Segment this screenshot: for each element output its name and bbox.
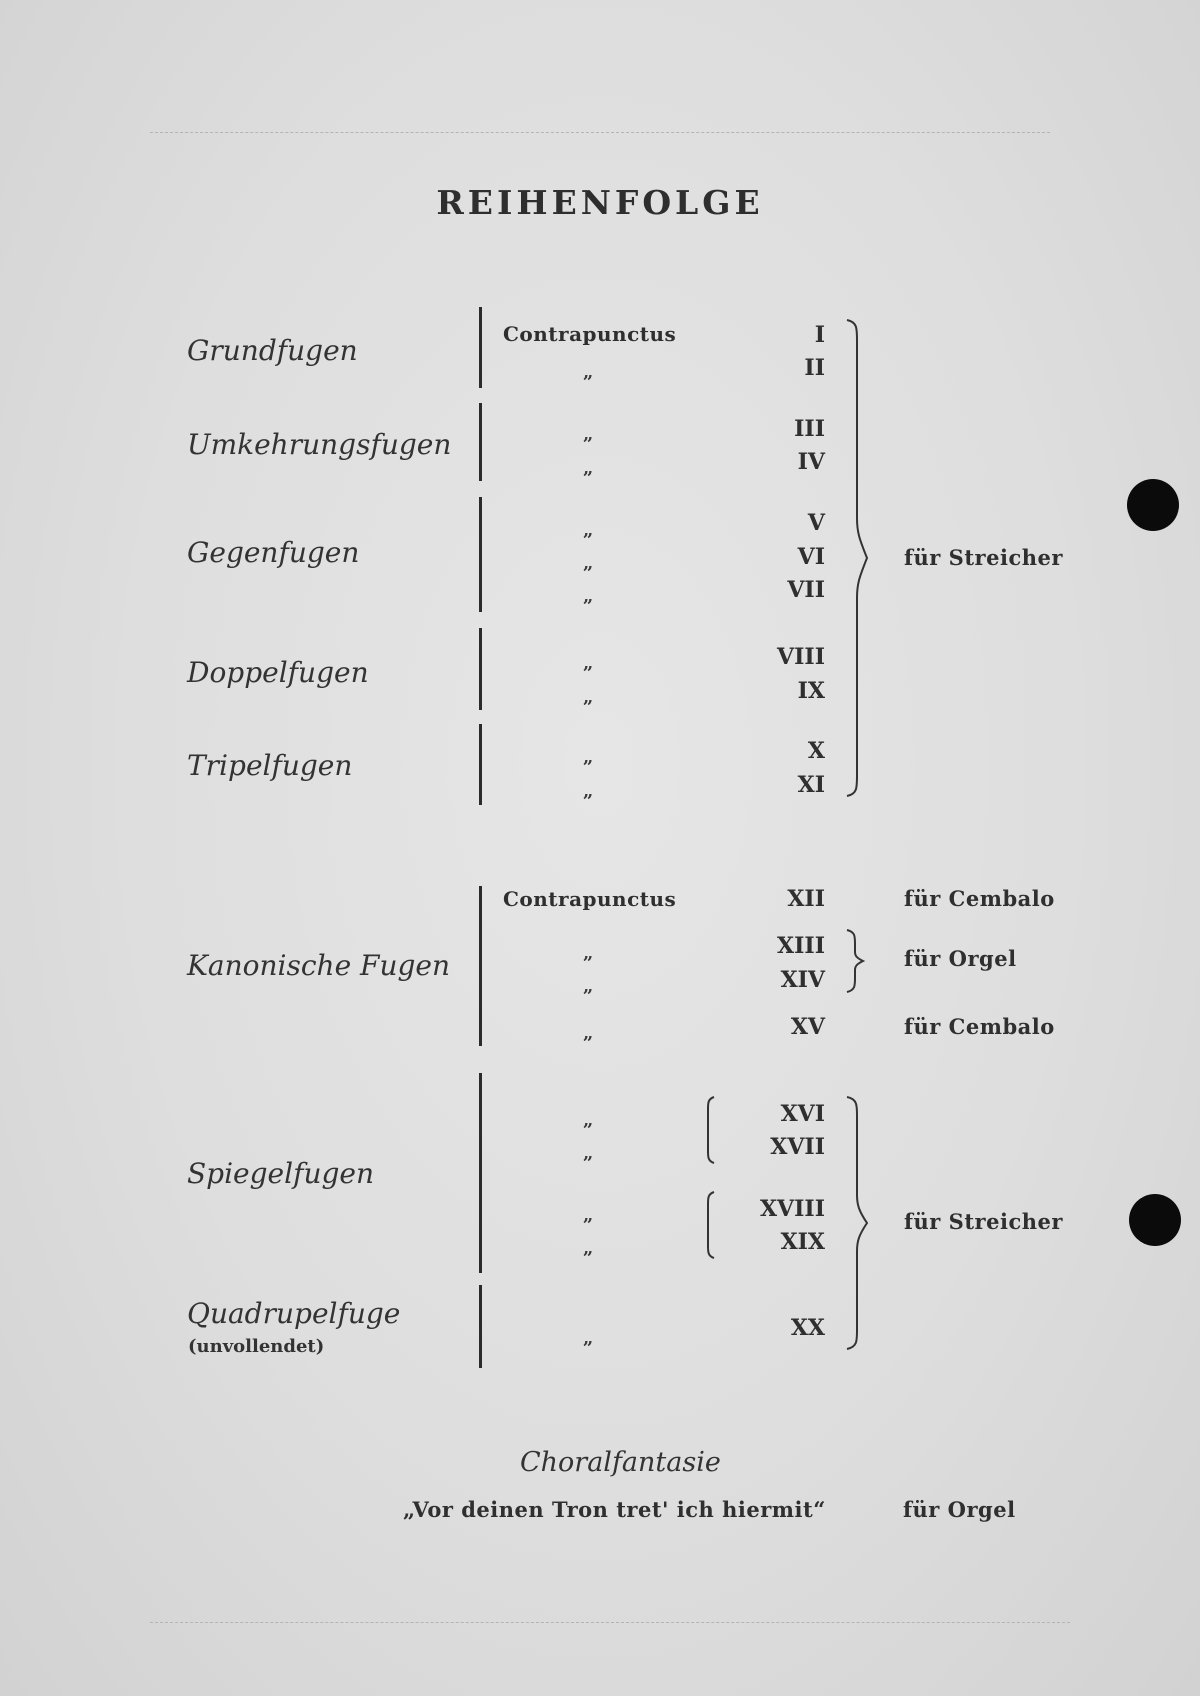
numeral-iv: IV: [797, 449, 825, 475]
instrument-orgel-1: für Orgel: [904, 946, 1017, 971]
numeral-ix: IX: [797, 678, 825, 704]
numeral-xiii: XIII: [777, 933, 825, 959]
group-label-spiegelfugen: Spiegelfugen: [187, 1157, 375, 1190]
group-label-doppelfugen: Doppelfugen: [187, 656, 369, 689]
ditto-mark: „: [583, 781, 594, 802]
page-title: REIHENFOLGE: [436, 183, 764, 222]
ditto-mark: „: [583, 424, 594, 445]
numeral-xvii: XVII: [770, 1134, 825, 1160]
numeral-xviii: XVIII: [759, 1196, 825, 1222]
contrapunctus-label: Contrapunctus: [503, 322, 677, 346]
group-label-tripelfugen: Tripelfugen: [187, 749, 353, 782]
instrument-cembalo-1: für Cembalo: [904, 886, 1055, 911]
ditto-mark: „: [583, 687, 594, 708]
group-bar: [479, 497, 482, 612]
ditto-mark: „: [583, 586, 594, 607]
numeral-iii: III: [794, 416, 825, 442]
ditto-mark: „: [583, 1110, 594, 1131]
instrument-cembalo-2: für Cembalo: [904, 1014, 1055, 1039]
ditto-mark: „: [583, 362, 594, 383]
ditto-mark: „: [583, 1205, 594, 1226]
bottom-rule: [150, 1622, 1070, 1623]
group-bar: [479, 1073, 482, 1273]
ditto-mark: „: [583, 1328, 594, 1349]
contrapunctus-label: Contrapunctus: [503, 887, 677, 911]
ditto-mark: „: [583, 747, 594, 768]
ditto-mark: „: [583, 943, 594, 964]
group-bar: [479, 724, 482, 805]
ditto-mark: „: [583, 1238, 594, 1259]
numeral-xiv: XIV: [780, 967, 825, 993]
numeral-xi: XI: [797, 772, 825, 798]
group-note-unvollendet: (unvollendet): [188, 1336, 325, 1357]
choral-quote: „Vor deinen Tron tret' ich hiermit“: [403, 1497, 826, 1522]
brace-streicher-1: [845, 318, 875, 798]
group-label-grundfugen: Grundfugen: [187, 334, 358, 367]
instrument-streicher-2: für Streicher: [904, 1209, 1063, 1234]
numeral-vii: VII: [787, 577, 825, 603]
numeral-ii: II: [804, 355, 825, 381]
brace-streicher-2: [845, 1095, 875, 1351]
group-bar: [479, 886, 482, 1046]
group-bar: [479, 628, 482, 710]
group-label-quadrupelfuge: Quadrupelfuge: [187, 1297, 401, 1330]
numeral-vi: VI: [797, 544, 825, 570]
punch-hole-top: [1127, 479, 1179, 531]
choral-instrument: für Orgel: [903, 1497, 1016, 1522]
group-bar: [479, 307, 482, 388]
pair-bracket-xviii-xix: [704, 1190, 716, 1260]
choral-title: Choralfantasie: [520, 1447, 721, 1478]
numeral-xix: XIX: [780, 1229, 825, 1255]
ditto-mark: „: [583, 458, 594, 479]
punch-hole-bottom: [1129, 1194, 1181, 1246]
group-bar: [479, 403, 482, 481]
numeral-xii: XII: [787, 886, 825, 912]
numeral-i: I: [814, 322, 825, 348]
group-label-umkehrungsfugen: Umkehrungsfugen: [187, 428, 452, 461]
ditto-mark: „: [583, 1023, 594, 1044]
ditto-mark: „: [583, 520, 594, 541]
ditto-mark: „: [583, 1143, 594, 1164]
numeral-x: X: [807, 738, 825, 764]
numeral-xvi: XVI: [780, 1101, 825, 1127]
numeral-v: V: [807, 510, 825, 536]
brace-orgel: [845, 928, 875, 994]
ditto-mark: „: [583, 653, 594, 674]
ditto-mark: „: [583, 553, 594, 574]
ditto-mark: „: [583, 976, 594, 997]
group-label-kanonische-fugen: Kanonische Fugen: [187, 949, 451, 982]
group-bar: [479, 1285, 482, 1368]
numeral-xv: XV: [790, 1014, 825, 1040]
numeral-viii: VIII: [777, 644, 825, 670]
instrument-streicher-1: für Streicher: [904, 545, 1063, 570]
numeral-xx: XX: [790, 1315, 825, 1341]
group-label-gegenfugen: Gegenfugen: [187, 536, 360, 569]
top-rule: [150, 132, 1050, 133]
pair-bracket-xvi-xvii: [704, 1095, 716, 1165]
